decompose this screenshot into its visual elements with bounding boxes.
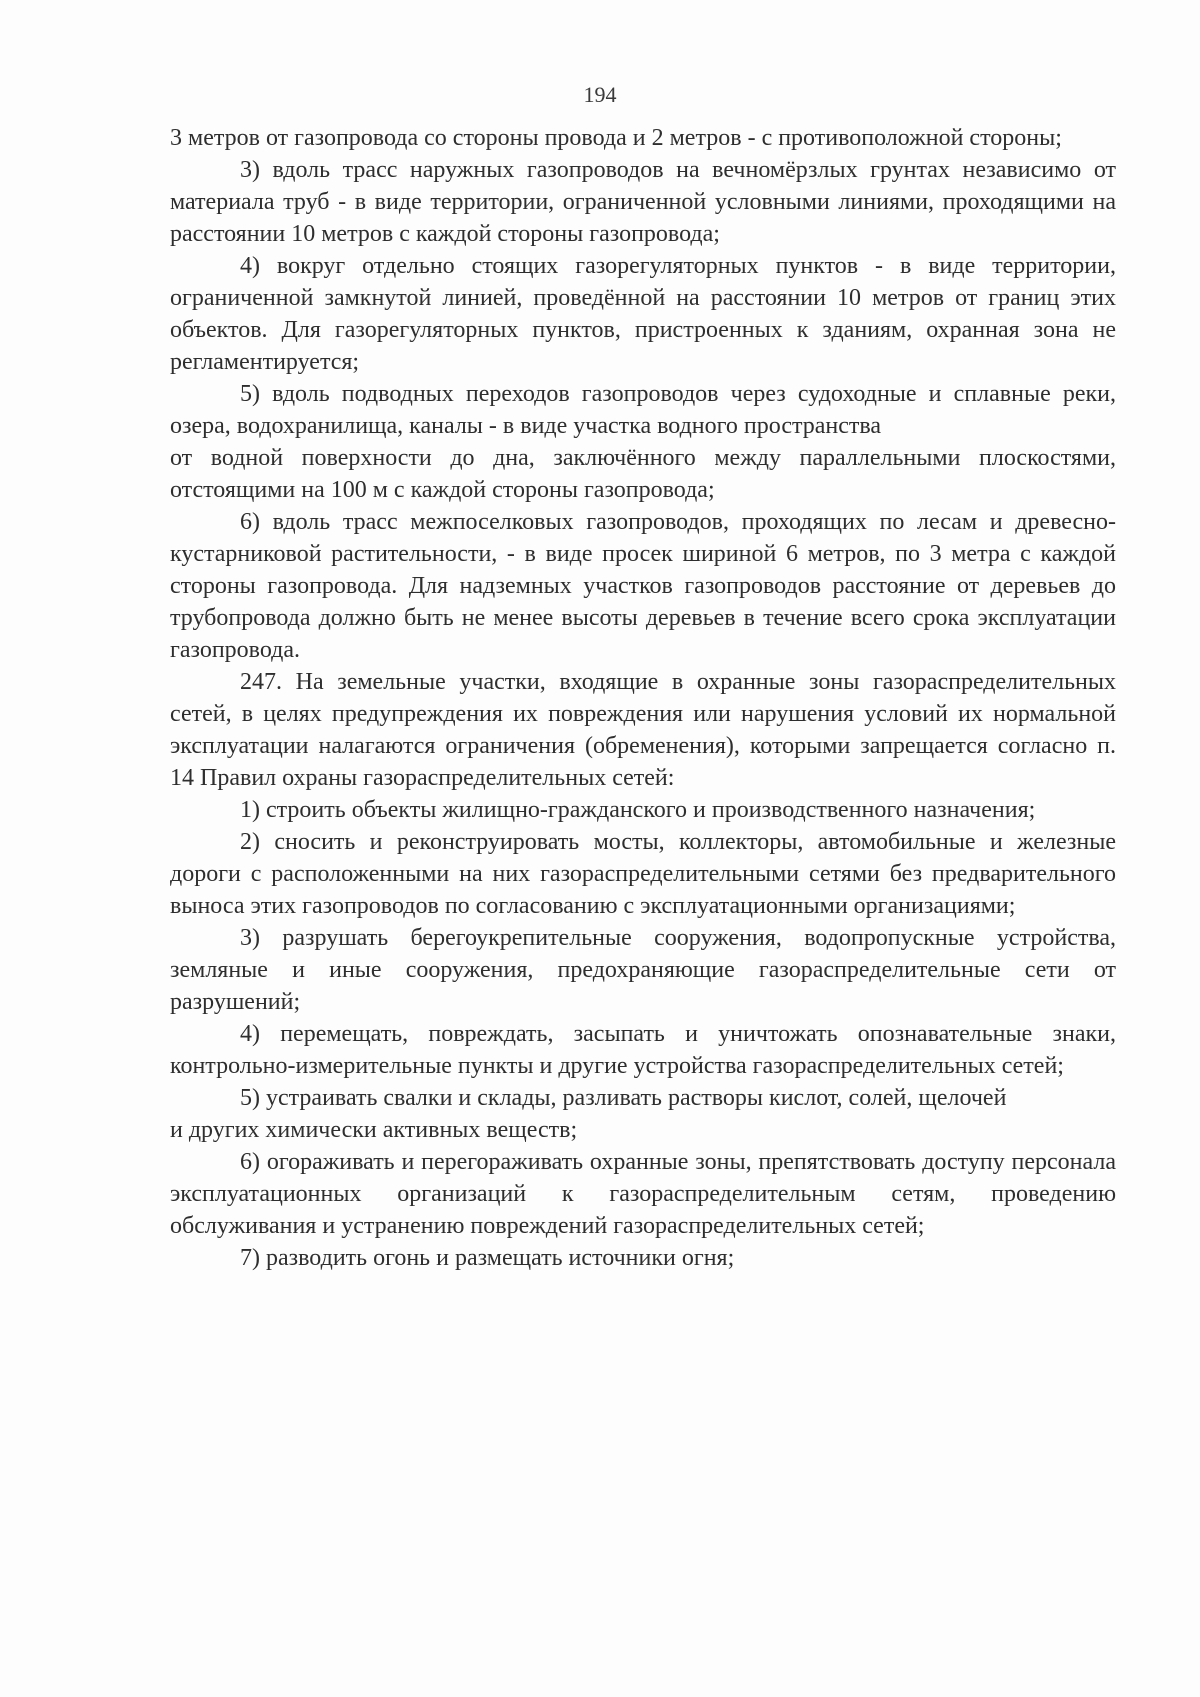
paragraph: от водной поверхности до дна, заключённого между параллельными плоскостями, отстоящими на 100 м с каждой стороны газопровода; bbox=[170, 445, 1116, 503]
paragraph: 3) вдоль трасс наружных газопроводов на вечномёрзлых грунтах независимо от материала труб - в виде территории, ограниченной условными линиями, проходящими на расстоянии 10 метров с каждой стороны газопровода; bbox=[170, 157, 1116, 247]
paragraph: 4) перемещать, повреждать, засыпать и уничтожать опознавательные знаки, контрольно-измерительные пункты и другие устройства газораспределительных сетей; bbox=[170, 1021, 1116, 1079]
paragraph: 3) разрушать берегоукрепительные сооружения, водопропускные устройства, земляные и иные сооружения, предохраняющие газораспределительные сети от разрушений; bbox=[170, 925, 1116, 1015]
paragraph: 7) разводить огонь и размещать источники огня; bbox=[240, 1245, 735, 1271]
paragraph: 247. На земельные участки, входящие в охранные зоны газораспределительных сетей, в целях предупреждения их повреждения или нарушения условий их нормальной эксплуатации налагаются ограничения (обременения), которыми запрещается согласно п. 14 Правил охраны газораспределительных сетей: bbox=[170, 669, 1116, 791]
paragraph: 1) строить объекты жилищно-гражданского и производственного назначения; bbox=[240, 797, 1036, 823]
paragraph: и других химически активных веществ; bbox=[170, 1117, 578, 1143]
paragraph: 5) вдоль подводных переходов газопроводов через судоходные и сплавные реки, озера, водохранилища, каналы - в виде участка водного пространства bbox=[170, 381, 1116, 439]
paragraph: 6) вдоль трасс межпоселковых газопроводов, проходящих по лесам и древесно-кустарниковой растительности, - в виде просек шириной 6 метров, по 3 метра с каждой стороны газопровода. Для надземных участков газопроводов расстояние от деревьев до трубопровода должно быть не менее высоты деревьев в течение всего срока эксплуатации газопровода. bbox=[170, 509, 1116, 663]
paragraph: 6) огораживать и перегораживать охранные зоны, препятствовать доступу персонала эксплуатационных организаций к газораспределительным сетям, проведению обслуживания и устранению повреждений газораспределительных сетей; bbox=[170, 1149, 1116, 1239]
paragraph: 3 метров от газопровода со стороны провода и 2 метров - с противоположной стороны; bbox=[170, 125, 1062, 151]
paragraph: 2) сносить и реконструировать мосты, коллекторы, автомобильные и железные дороги с расположенными на них газораспределительными сетями без предварительного выноса этих газопроводов по согласованию с эксплуатационными организациями; bbox=[170, 829, 1116, 919]
page-number: 194 bbox=[583, 82, 617, 107]
paragraph: 4) вокруг отдельно стоящих газорегуляторных пунктов - в виде территории, ограниченной замкнутой линией, проведённой на расстоянии 10 метров от границ этих объектов. Для газорегуляторных пунктов, пристроенных к зданиям, охранная зона не регламентируется; bbox=[170, 253, 1116, 375]
document-body bbox=[170, 122, 1116, 1274]
paragraph: 5) устраивать свалки и склады, разливать растворы кислот, солей, щелочей bbox=[240, 1085, 1007, 1111]
